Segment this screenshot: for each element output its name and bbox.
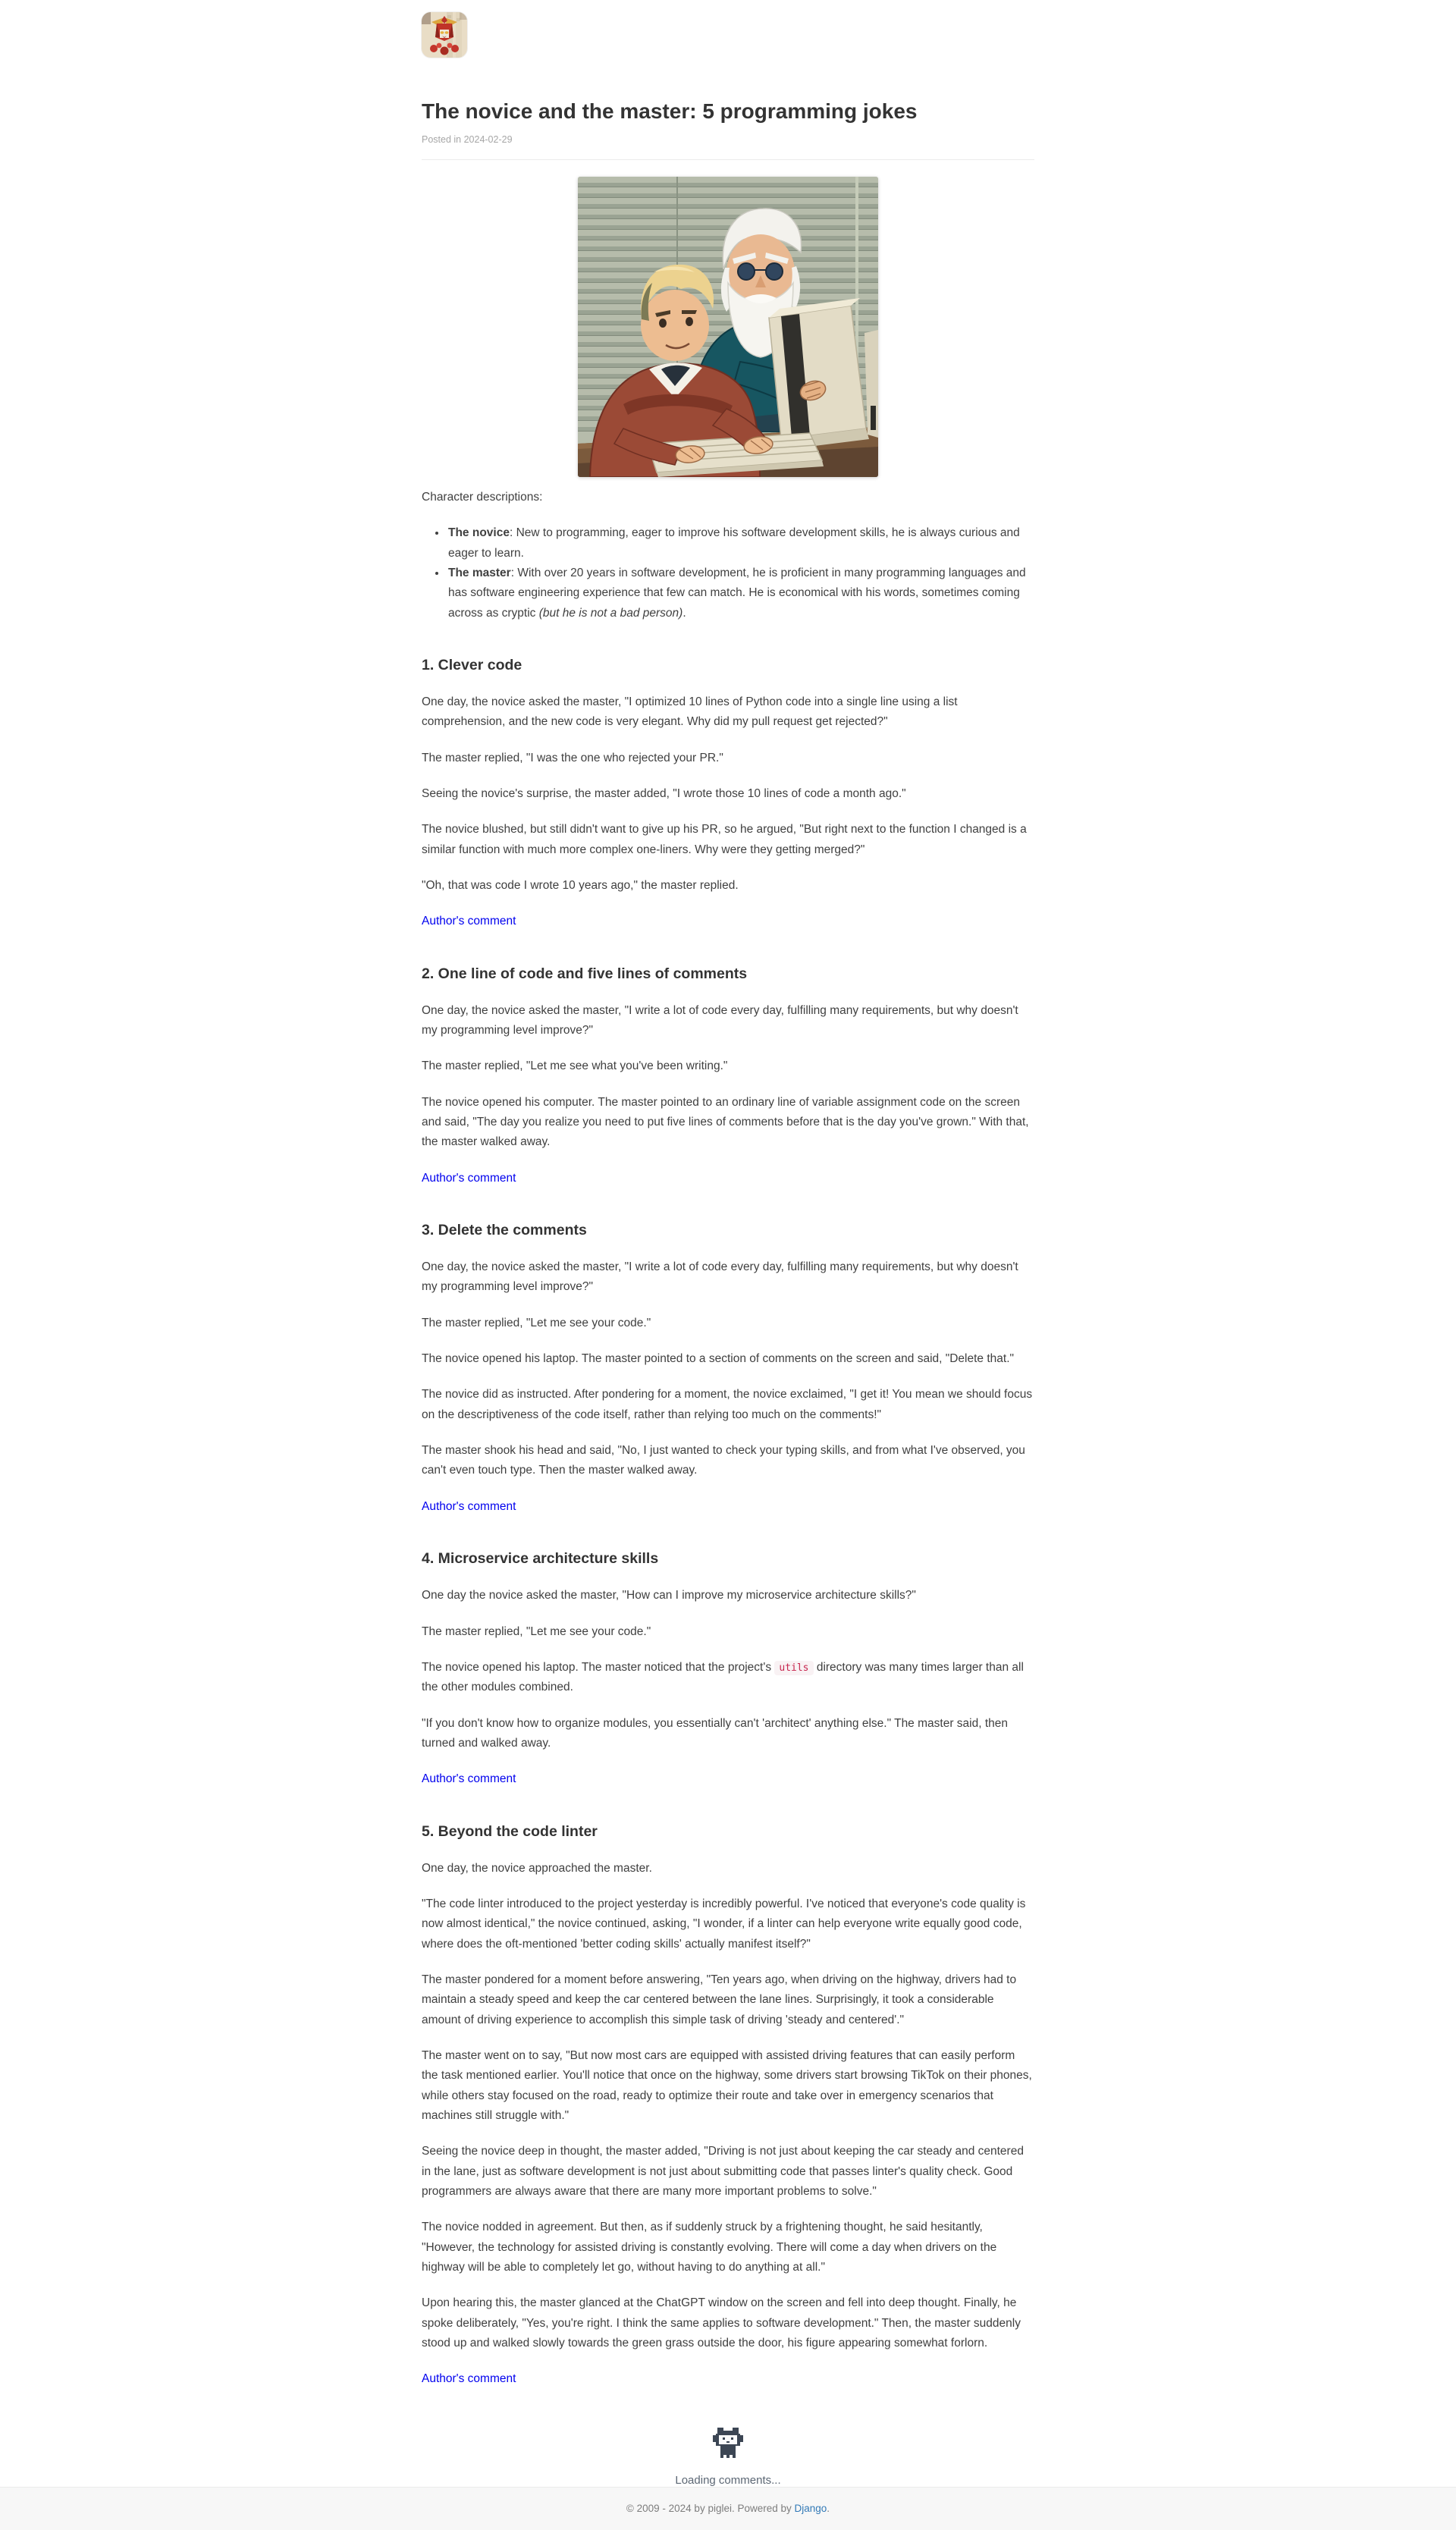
authors-comment-link[interactable]: Author's comment bbox=[422, 1772, 516, 1786]
text-run: The novice opened his computer. The master pointed to an ordinary line of variable assignment code on the screen and said, "The day you realize you need to put five lines of comments before that is the day you've grown." With that, the master walked away. bbox=[422, 1095, 1029, 1149]
text-run: "If you don't know how to organize modules, you essentially can't 'architect' anything else." The master said, then turned and walked away. bbox=[422, 1716, 1009, 1750]
text-run: One day the novice asked the master, "How can I improve my microservice architecture skills?" bbox=[422, 1589, 916, 1602]
comments-section bbox=[422, 2426, 1034, 2487]
paragraph bbox=[422, 749, 1034, 768]
section-heading: 2. One line of code and five lines of comments bbox=[422, 965, 748, 982]
pixel-cat-icon bbox=[710, 2426, 746, 2463]
text-run: The master pondered for a moment before answering, "Ten years ago, when driving on the highway, drivers had to maintain a steady speed and keep the car centered between the lane lines. Surprisingly, it took a considerable amount of driving experience to accomplish this simple task of driving 'steady and centered'." bbox=[422, 1973, 1017, 2026]
text-run: directory was many times larger than all the other modules combined. bbox=[422, 1660, 1024, 1694]
text-run: The master replied, "Let me see your code." bbox=[422, 1624, 651, 1638]
text-run: Seeing the novice deep in thought, the master added, "Driving is not just about keeping the car steady and centered in the lane, just as software development is not just about submitting code that passes linter's quality check. Good programmers are always aware that there are many more important problems to solve." bbox=[422, 2145, 1024, 2199]
paragraph bbox=[422, 1859, 1034, 1879]
paragraph bbox=[422, 876, 1034, 896]
copyright-text bbox=[626, 2503, 830, 2514]
paragraph bbox=[422, 1970, 1034, 2030]
text-run: The novice opened his laptop. The master noticed that the project's bbox=[422, 1660, 775, 1674]
text-run: One day, the novice asked the master, "I write a lot of code every day, fulfilling many requirements, but why doesn't my programming level improve?" bbox=[422, 1260, 1018, 1294]
text-run: One day, the novice asked the master, "I write a lot of code every day, fulfilling many requirements, but why doesn't my programming level improve?" bbox=[422, 1003, 1018, 1037]
section-heading: 5. Beyond the code linter bbox=[422, 1822, 598, 1840]
paragraph bbox=[422, 1093, 1034, 1153]
paragraph bbox=[422, 1622, 1034, 1642]
paragraph bbox=[422, 1586, 1034, 1606]
text-run: : With over 20 years in software development, he is proficient in many programming languages and has software engineering experience that few can match. He is economical with his words, sometimes coming across as cryptic bbox=[448, 566, 1026, 620]
author-comment-row bbox=[422, 912, 1034, 931]
text-run: The novice did as instructed. After pondering for a moment, the novice exclaimed, "I get it! You mean we should focus on the descriptiveness of the code itself, rather than relying too much on the comments!" bbox=[422, 1388, 1033, 1421]
copyright-pre: © 2009 - 2024 by piglei. Powered by bbox=[626, 2503, 795, 2515]
divider bbox=[422, 159, 1034, 160]
text-run: The novice nodded in agreement. But then, as if suddenly struck by a frightening thought, he said hesitantly, "However, the technology for assisted driving is constantly evolving. There will come a day when drivers on the highway will be able to completely let go, without having to do anything at all." bbox=[422, 2221, 997, 2274]
paragraph bbox=[422, 2293, 1034, 2353]
site-footer bbox=[0, 2487, 1456, 2530]
character-item bbox=[447, 523, 1034, 563]
text-run: Upon hearing this, the master glanced at the ChatGPT window on the screen and fell into deep thought. Finally, he spoke deliberately, "Yes, you're right. I think the same applies to software development." Then, the master suddenly stood up and walked slowly towards the green grass outside the door, his figure appearing somewhat forlorn. bbox=[422, 2296, 1021, 2350]
character-list bbox=[422, 523, 1034, 623]
joke-section bbox=[422, 965, 1034, 1188]
posted-date: Posted in 2024-02-29 bbox=[422, 133, 513, 145]
author-comment-row bbox=[422, 1497, 1034, 1517]
post-illustration bbox=[578, 177, 878, 477]
paragraph bbox=[422, 1056, 1034, 1076]
paragraph bbox=[422, 692, 1034, 733]
authors-comment-link[interactable]: Author's comment bbox=[422, 2372, 516, 2386]
django-link[interactable]: Django bbox=[794, 2503, 827, 2515]
gundam-avatar-icon bbox=[422, 48, 467, 58]
text-run: "The code linter introduced to the project yesterday is incredibly powerful. I've noticed that everyone's code quality is now almost identical," the novice continued, asking, "I wonder, if a linter can help everyone write equally good code, where does the oft-mentioned 'better coding skills' actually manifest itself?" bbox=[422, 1897, 1026, 1951]
text-run: The novice opened his laptop. The master pointed to a section of comments on the screen and said, "Delete that." bbox=[422, 1352, 1015, 1366]
bold-text: The novice bbox=[448, 526, 510, 540]
paragraph bbox=[422, 2142, 1034, 2202]
bold-text: The master bbox=[448, 566, 511, 579]
authors-comment-link[interactable]: Author's comment bbox=[422, 915, 516, 928]
text-run: "Oh, that was code I wrote 10 years ago," the master replied. bbox=[422, 878, 739, 892]
text-run: The master replied, "I was the one who rejected your PR." bbox=[422, 751, 723, 764]
paragraph bbox=[422, 820, 1034, 860]
text-run: : New to programming, eager to improve his software development skills, he is always curious and eager to learn. bbox=[448, 526, 1020, 560]
authors-comment-link[interactable]: Author's comment bbox=[422, 1499, 516, 1513]
character-item bbox=[447, 563, 1034, 623]
text-run: Seeing the novice's surprise, the master added, "I wrote those 10 lines of code a month ago." bbox=[422, 786, 906, 800]
text-run: . bbox=[682, 606, 686, 620]
section-heading: 4. Microservice architecture skills bbox=[422, 1550, 659, 1568]
paragraph bbox=[422, 1658, 1034, 1698]
text-run: One day, the novice asked the master, "I optimized 10 lines of Python code into a single line using a list comprehension, and the new code is very elegant. Why did my pull request get rejected?" bbox=[422, 695, 958, 729]
site-logo[interactable] bbox=[422, 12, 467, 58]
paragraph bbox=[422, 784, 1034, 804]
paragraph bbox=[422, 2218, 1034, 2277]
paragraph bbox=[422, 1257, 1034, 1298]
text-run: The master shook his head and said, "No, I just wanted to check your typing skills, and from what I've observed, you can't even touch type. Then the master walked away. bbox=[422, 1444, 1025, 1477]
section-heading: 1. Clever code bbox=[422, 656, 522, 673]
joke-section bbox=[422, 1550, 1034, 1789]
paragraph bbox=[422, 1894, 1034, 1954]
authors-comment-link[interactable]: Author's comment bbox=[422, 1171, 516, 1185]
text-run: The master replied, "Let me see your code." bbox=[422, 1316, 651, 1329]
paragraph bbox=[422, 2046, 1034, 2126]
joke-section bbox=[422, 657, 1034, 932]
paragraph bbox=[422, 1441, 1034, 1481]
sections bbox=[422, 657, 1034, 2390]
text-run: The novice blushed, but still didn't want to give up his PR, so he argued, "But right next to the function I changed is a similar function with much more complex one-liners. Why were they getting merged?" bbox=[422, 823, 1027, 856]
italic-text: (but he is not a bad person) bbox=[538, 606, 683, 620]
paragraph bbox=[422, 1714, 1034, 1754]
text-run: The master went on to say, "But now most cars are equipped with assisted driving features that can easily perform the task mentioned earlier. You'll notice that once on the highway, some drivers start browsing TikTok on their phones, while others stay focused on the road, ready to optimize their route and take over in emergency scenarios that machines still struggle with." bbox=[422, 2048, 1032, 2122]
text-run: The master replied, "Let me see what you've been writing." bbox=[422, 1059, 728, 1073]
section-heading: 3. Delete the comments bbox=[422, 1222, 587, 1239]
joke-section bbox=[422, 1222, 1034, 1517]
page-title: The novice and the master: 5 programming jokes bbox=[422, 99, 918, 123]
character-intro: Character descriptions: bbox=[422, 490, 543, 504]
author-comment-row bbox=[422, 2369, 1034, 2389]
paragraph bbox=[422, 1385, 1034, 1425]
author-comment-row bbox=[422, 1169, 1034, 1188]
author-comment-row bbox=[422, 1769, 1034, 1789]
site-header bbox=[422, 0, 1034, 58]
novice-and-master-illustration bbox=[578, 177, 878, 477]
blog-post bbox=[422, 99, 1034, 2390]
paragraph bbox=[422, 1001, 1034, 1041]
paragraph bbox=[422, 1349, 1034, 1369]
text-run: One day, the novice approached the master. bbox=[422, 1861, 652, 1875]
copyright-post: . bbox=[827, 2503, 830, 2515]
page-container bbox=[422, 0, 1034, 2487]
loading-text: Loading comments... bbox=[675, 2473, 781, 2487]
inline-code: utils bbox=[774, 1661, 813, 1675]
paragraph bbox=[422, 1314, 1034, 1333]
joke-section bbox=[422, 1823, 1034, 2390]
